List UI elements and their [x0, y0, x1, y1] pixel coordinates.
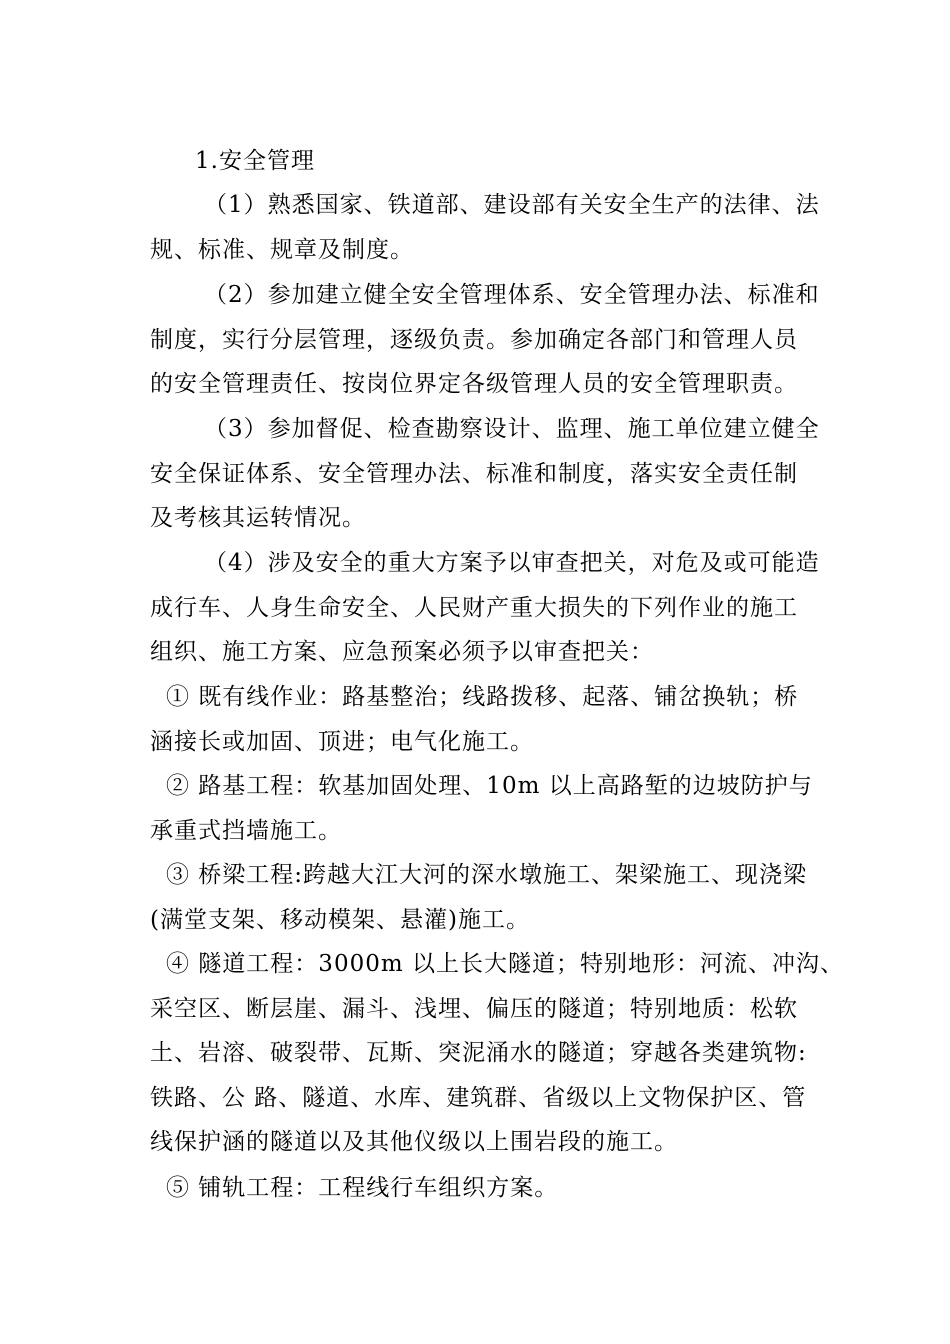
list-item-5-line-1: ⑤ 铺轨工程：工程线行车组织方案。 [166, 1175, 559, 1201]
paragraph-4-line-3: 组织、施工方案、应急预案必须予以审查把关： [150, 639, 654, 665]
paragraph-3-line-3: 及考核其运转情况。 [150, 505, 366, 531]
paragraph-3-line-2: 安全保证体系、安全管理办法、标准和制度，落实安全责任制 [150, 460, 798, 487]
list-item-4-line-1: ④ 隧道工程：3000m 以上长大隧道；特别地形：河流、冲沟、 [166, 951, 844, 977]
list-item-2-line-1: ② 路基工程：软基加固处理、10m 以上高路堑的边坡防护与 [166, 773, 813, 799]
paragraph-1-line-2: 规、标准、规章及制度。 [150, 236, 414, 263]
list-item-4-line-5: 线保护涵的隧道以及其他仪级以上围岩段的施工。 [150, 1129, 678, 1155]
paragraph-2-line-1: （2）参加建立健全安全管理体系、安全管理办法、标准和 [204, 282, 820, 308]
list-item-4-line-2: 采空区、断层崖、漏斗、浅埋、偏压的隧道；特别地质：松软 [150, 995, 798, 1022]
paragraph-2-line-2: 制度，实行分层管理，逐级负责。参加确定各部门和管理人员 [150, 326, 798, 353]
list-item-3-line-2: (满堂支架、移动模架、悬灌)施工。 [150, 906, 530, 933]
list-item-1-line-2: 涵接长或加固、顶进；电气化施工。 [150, 728, 534, 755]
paragraph-4-line-2: 成行车、人身生命安全、人民财产重大损失的下列作业的施工 [150, 594, 798, 621]
paragraph-4 [150, 541, 830, 675]
list-item-1-line-1: ① 既有线作业：路基整治；线路拨移、起落、铺岔换轨；桥 [166, 684, 799, 710]
list-item-1 [150, 675, 830, 764]
paragraph-1-line-1: （1）熟悉国家、铁道部、建设部有关安全生产的法律、法 [204, 192, 820, 218]
section-heading: 1.安全管理 [195, 148, 315, 174]
paragraph-4-line-1: （4）涉及安全的重大方案予以审查把关，对危及或可能造 [204, 550, 820, 576]
paragraph-3-line-1: （3）参加督促、检查勘察设计、监理、施工单位建立健全 [204, 416, 820, 442]
list-item-2 [150, 764, 830, 853]
list-item-4 [150, 942, 844, 1165]
paragraph-3 [150, 407, 830, 541]
paragraph-2 [150, 273, 830, 407]
list-item-2-line-2: 承重式挡墙施工。 [150, 817, 342, 844]
paragraph-2-line-3: 的安全管理责任、按岗位界定各级管理人员的安全管理职责。 [150, 371, 798, 397]
paragraph-1 [150, 183, 830, 272]
list-item-5 [150, 1166, 830, 1211]
list-item-4-line-4: 铁路、公 路、隧道、水库、建筑群、省级以上文物保护区、管 [150, 1084, 807, 1111]
list-item-3-line-1: ③ 桥梁工程:跨越大江大河的深水墩施工、架梁施工、现浇梁 [166, 862, 808, 888]
list-item-3 [150, 853, 830, 942]
list-item-4-line-3: 土、岩溶、破裂带、瓦斯、突泥涌水的隧道；穿越各类建筑物: [150, 1040, 807, 1066]
